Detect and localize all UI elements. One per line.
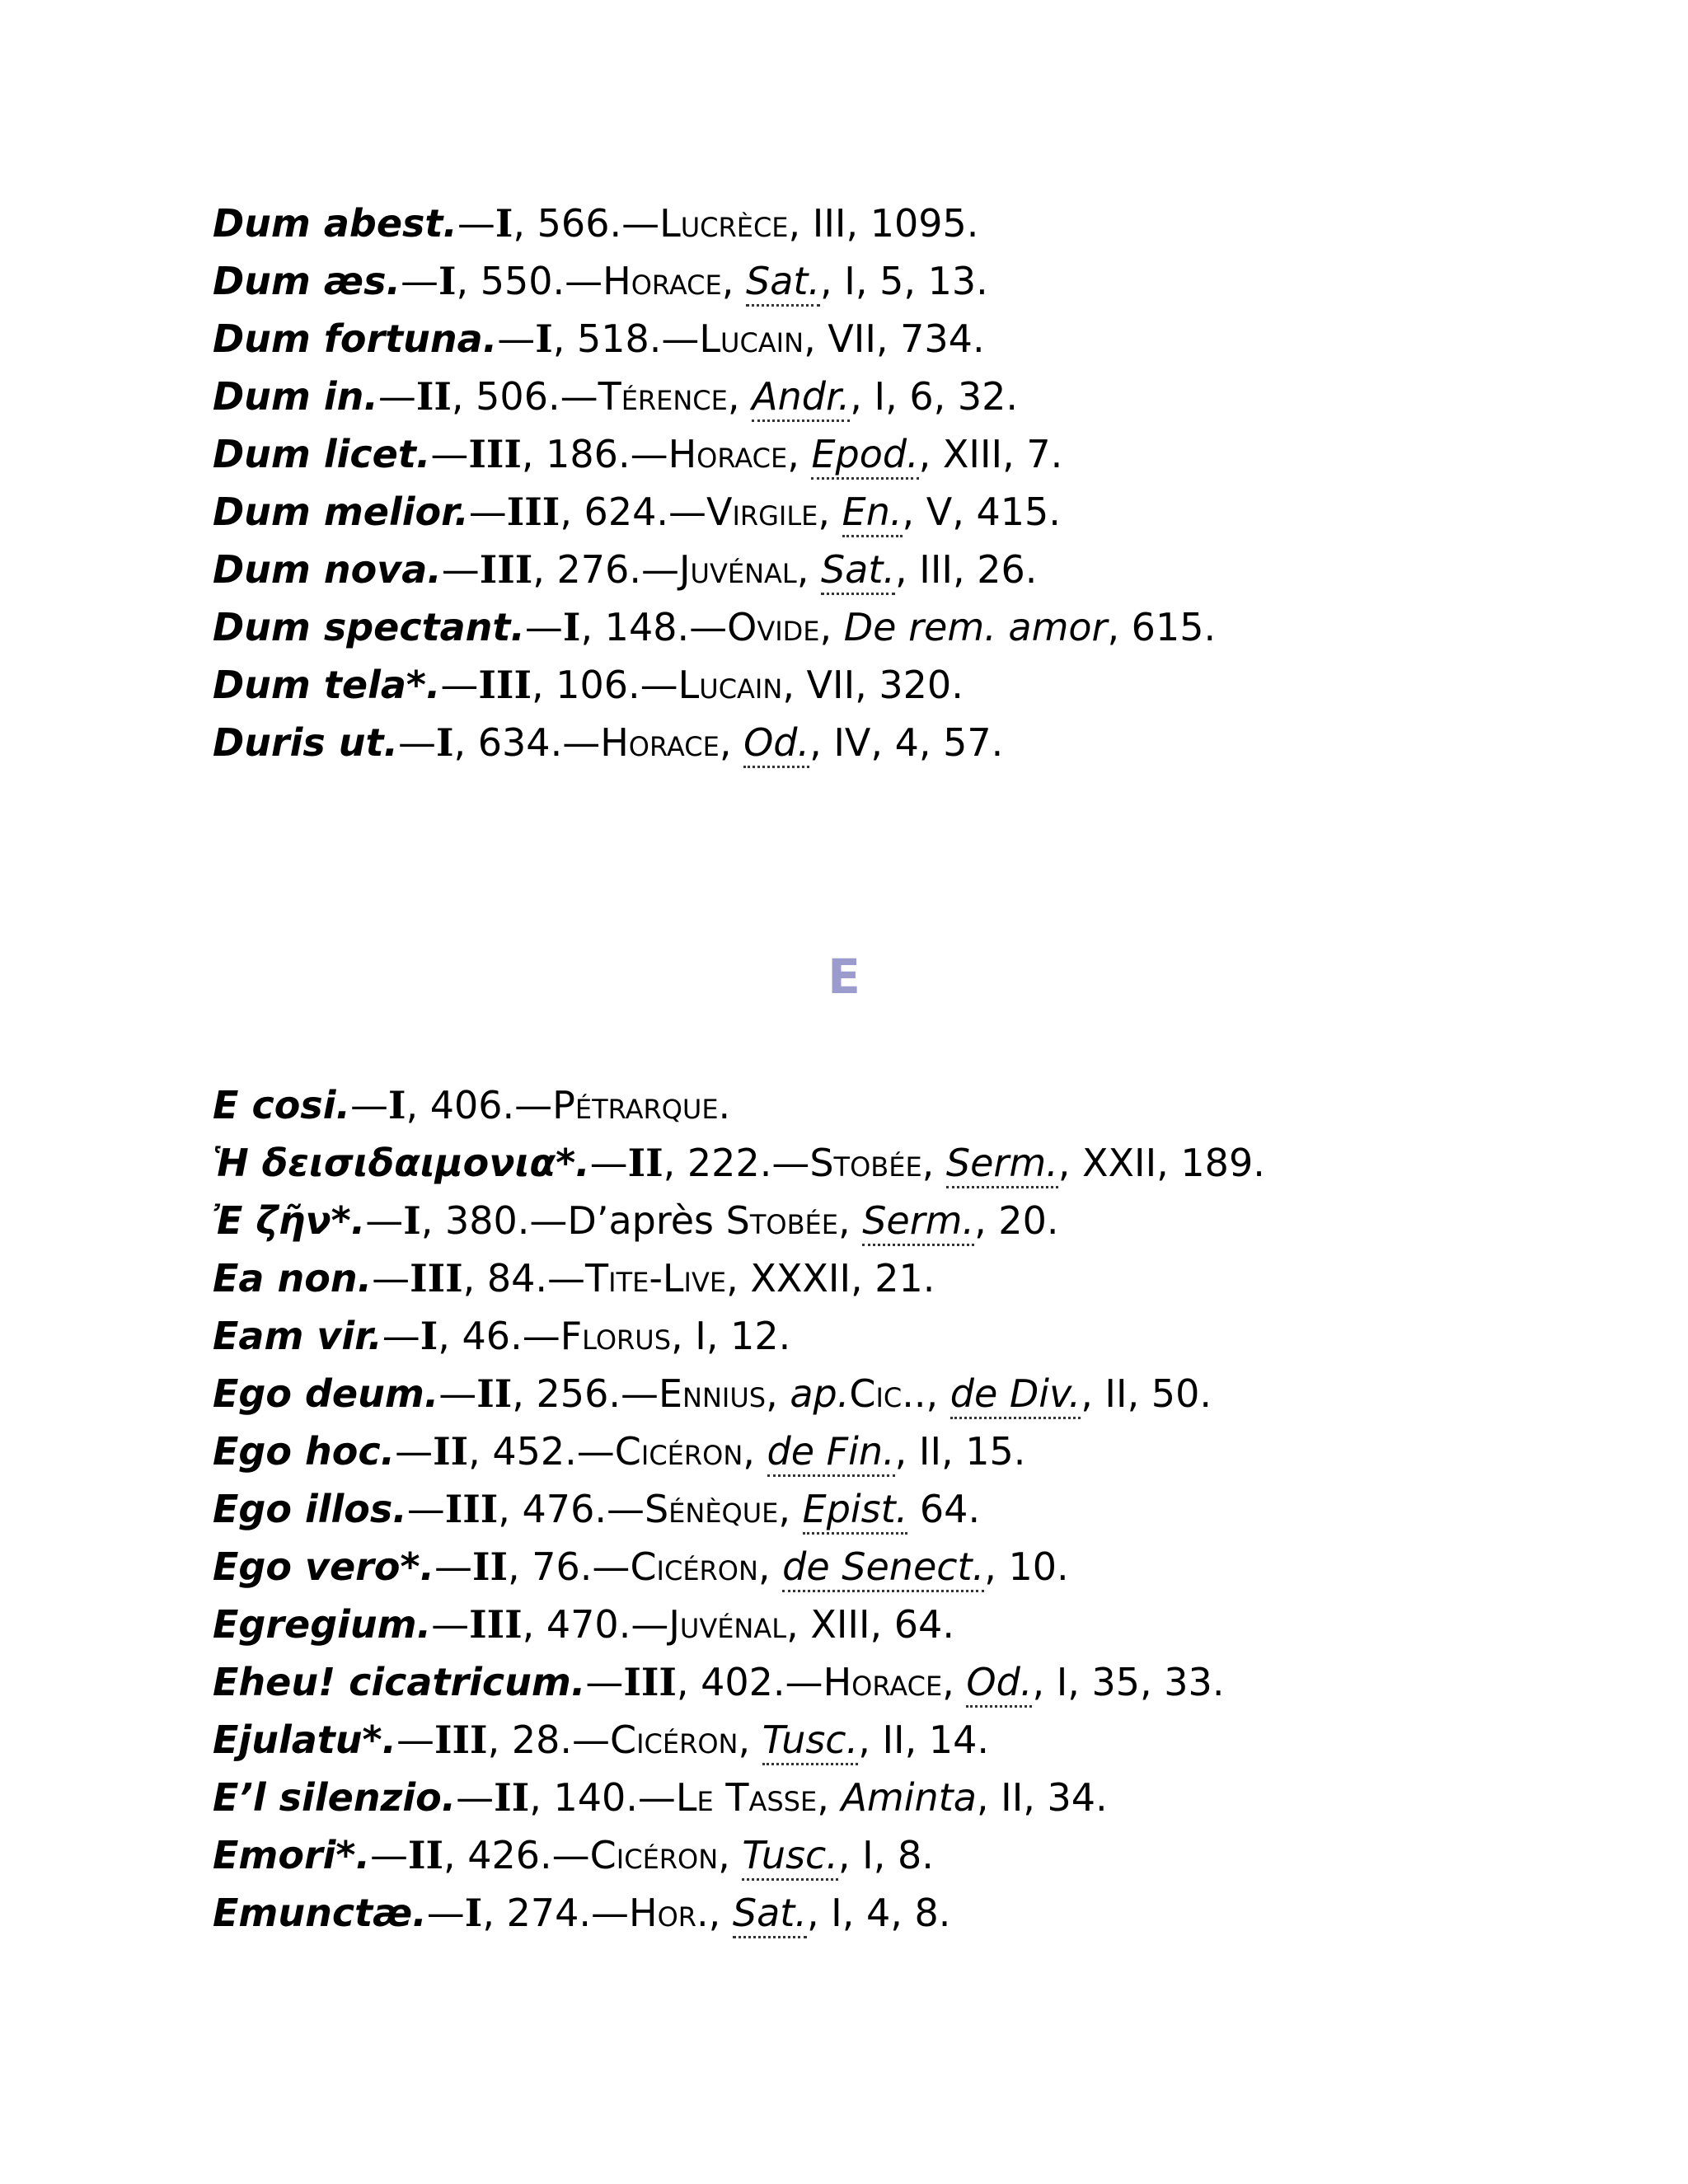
- entry-page: , 76.—: [508, 1544, 631, 1589]
- entry-ref: , XIII, 64.: [786, 1602, 954, 1647]
- section-heading-e: E: [828, 949, 860, 1005]
- index-entry: [213, 1192, 1265, 1249]
- entry-ref-end: , I, 8.: [837, 1833, 934, 1877]
- entry-ref-end: 64.: [907, 1487, 981, 1531]
- entry-author: Stobée: [725, 1198, 838, 1243]
- index-entry: [213, 310, 1216, 368]
- entry-volume: III: [434, 1718, 488, 1762]
- entry-volume: I: [387, 1083, 406, 1127]
- entry-lemma: E cosi.: [213, 1083, 350, 1127]
- entry-author: Térence: [598, 374, 728, 419]
- index-entry: [213, 194, 1216, 252]
- entry-ref: .: [718, 1083, 731, 1127]
- entry-page: , 506.—: [451, 374, 598, 419]
- index-entry: [213, 1422, 1265, 1480]
- index-entry: [213, 252, 1216, 310]
- entry-dash: —: [457, 201, 495, 246]
- entry-ref-sep: .,: [913, 1371, 950, 1416]
- entry-dash: —: [426, 1891, 465, 1935]
- entry-volume: I: [562, 605, 581, 649]
- entry-page: , 470.—: [522, 1602, 669, 1647]
- index-entry: [213, 1653, 1265, 1711]
- index-entry: [213, 1769, 1265, 1826]
- entry-work-title: Epist.: [803, 1487, 908, 1535]
- entry-ref: ,: [921, 1141, 946, 1185]
- entry-author: Juvénal: [678, 547, 797, 592]
- index-entry: [213, 1596, 1265, 1653]
- entry-dash: —: [372, 1256, 410, 1301]
- entry-volume: II: [415, 374, 452, 419]
- entry-work-title: Sat.: [733, 1891, 807, 1938]
- entry-page: , 476.—: [498, 1487, 645, 1531]
- entry-ref-end: , I, 6, 32.: [850, 374, 1018, 419]
- entry-page: , 148.—: [580, 605, 728, 649]
- entry-volume: III: [478, 663, 532, 707]
- index-entry: [213, 1480, 1265, 1538]
- index-entry: [213, 714, 1216, 771]
- entry-ref-end: , XXII, 189.: [1057, 1141, 1265, 1185]
- entry-lemma: Emori*.: [213, 1833, 370, 1877]
- entry-lemma: Eam vir.: [213, 1314, 382, 1358]
- index-entry: [213, 1826, 1265, 1884]
- entry-volume: III: [623, 1660, 677, 1704]
- entry-dash: —: [430, 432, 469, 476]
- entry-work-title: ap.: [790, 1371, 850, 1416]
- entry-ref: ,: [796, 547, 821, 592]
- index-entry: [213, 598, 1216, 656]
- entry-lemma: Ἡ δεισιδαιμονια*.: [213, 1141, 590, 1185]
- entry-dash: —: [369, 1833, 408, 1877]
- entry-volume: III: [410, 1256, 463, 1301]
- entry-page: , 566.—: [513, 201, 660, 246]
- entry-page: , 256.—: [512, 1371, 659, 1416]
- entry-work-title: Serm.: [862, 1198, 974, 1246]
- entry-page: , 28.—: [487, 1718, 610, 1762]
- entry-dash: —: [468, 490, 507, 534]
- entry-author: Tite-Live: [585, 1256, 727, 1301]
- entry-author: Ennius: [658, 1371, 767, 1416]
- entry-author: Horace: [603, 259, 722, 303]
- entry-ref: ,: [708, 1891, 733, 1935]
- entry-lemma: Ego deum.: [213, 1371, 439, 1416]
- entry-dash: —: [398, 720, 436, 765]
- entry-author: Virgile: [706, 490, 818, 534]
- entry-page: , 380.—D’après: [420, 1198, 726, 1243]
- index-entry: [213, 1307, 1265, 1365]
- entry-page: , 46.—: [438, 1314, 560, 1358]
- entry-ref-end: , II, 15.: [894, 1429, 1026, 1474]
- entry-ref: ,: [818, 490, 842, 534]
- entry-page: , 452.—: [468, 1429, 615, 1474]
- entry-author: Hor.: [629, 1891, 709, 1935]
- index-entry: [213, 1884, 1265, 1942]
- entry-dash: —: [395, 1429, 434, 1474]
- entry-volume: I: [436, 720, 454, 765]
- entry-author: Florus: [560, 1314, 672, 1358]
- entry-author: Cicéron: [614, 1429, 743, 1474]
- entry-ref-end: , V, 415.: [902, 490, 1061, 534]
- entry-ref-end: , II, 14.: [858, 1718, 990, 1762]
- entry-dash: —: [589, 1141, 628, 1185]
- entry-volume: I: [535, 316, 553, 361]
- entry-author: Horace: [600, 720, 720, 765]
- entry-page: , 406.—: [406, 1083, 553, 1127]
- entry-volume: III: [479, 547, 533, 592]
- entry-ref: ,: [738, 1718, 762, 1762]
- index-entry: [213, 1134, 1265, 1192]
- entry-dash: —: [382, 1314, 420, 1358]
- entry-volume: I: [495, 201, 513, 246]
- entry-lemma: Duris ut.: [213, 720, 398, 765]
- entry-work-title: de Senect.: [782, 1544, 984, 1592]
- entry-dash: —: [431, 1602, 470, 1647]
- entry-dash: —: [406, 1487, 445, 1531]
- entry-page: , 222.—: [663, 1141, 810, 1185]
- entry-page: , 624.—: [560, 490, 706, 534]
- entry-dash: —: [434, 1544, 472, 1589]
- index-entry: [213, 1365, 1265, 1422]
- entry-page: , 276.—: [532, 547, 679, 592]
- entry-lemma: Dum in.: [213, 374, 378, 419]
- entry-ref-end: , I, 4, 8.: [806, 1891, 951, 1935]
- entry-lemma: Dum nova.: [213, 547, 442, 592]
- entry-ref: , I, 12.: [671, 1314, 791, 1358]
- entry-ref: ,: [819, 605, 844, 649]
- entry-lemma: Dum abest.: [213, 201, 457, 246]
- entry-ref: ,: [837, 1198, 863, 1243]
- entry-work-title: Tusc.: [762, 1718, 859, 1765]
- entry-dash: —: [497, 316, 536, 361]
- entry-volume: III: [506, 490, 560, 534]
- entry-ref: , XXXII, 21.: [726, 1256, 935, 1301]
- entry-work-title-2: de Div.: [950, 1371, 1081, 1419]
- entry-lemma: Dum licet.: [213, 432, 431, 476]
- entry-author: Pétrarque: [552, 1083, 719, 1127]
- entry-ref: ,: [942, 1660, 967, 1704]
- entry-ref: , VII, 320.: [782, 663, 964, 707]
- entry-volume: II: [494, 1775, 530, 1820]
- entry-lemma: Dum melior.: [213, 490, 469, 534]
- index-entry: [213, 483, 1216, 541]
- index-list-d: [213, 194, 1216, 771]
- entry-lemma: Dum æs.: [213, 259, 401, 303]
- entry-page: , 140.—: [529, 1775, 676, 1820]
- index-entry: [213, 1249, 1265, 1307]
- entry-lemma: Ἐ ζῆν*.: [213, 1198, 366, 1243]
- entry-dash: —: [377, 374, 416, 419]
- entry-ref-end: , II, 34.: [976, 1775, 1108, 1820]
- entry-ref-end: , 20.: [974, 1198, 1059, 1243]
- entry-work-title: Od.: [966, 1660, 1032, 1708]
- entry-lemma: Dum spectant.: [213, 605, 525, 649]
- index-entry: [213, 368, 1216, 425]
- index-list-e: [213, 1076, 1265, 1942]
- entry-author: Stobée: [809, 1141, 922, 1185]
- entry-ref: ,: [743, 1429, 767, 1474]
- entry-page: , 634.—: [453, 720, 601, 765]
- entry-author: Cicéron: [609, 1718, 738, 1762]
- entry-page: , 402.—: [676, 1660, 823, 1704]
- entry-page: , 106.—: [531, 663, 678, 707]
- entry-ref-end: , II, 50.: [1081, 1371, 1212, 1416]
- entry-ref: ,: [778, 1487, 803, 1531]
- entry-work-title: de Fin.: [767, 1429, 895, 1477]
- index-entry: [213, 1076, 1265, 1134]
- entry-author: Lucain: [699, 316, 804, 361]
- entry-lemma: E’l silenzio.: [213, 1775, 457, 1820]
- entry-lemma: Emunctæ.: [213, 1891, 427, 1935]
- entry-author: Lucrèce: [659, 201, 789, 246]
- entry-author: Sénèque: [644, 1487, 779, 1531]
- entry-ref-end: , 615.: [1107, 605, 1217, 649]
- entry-ref: , VII, 734.: [804, 316, 985, 361]
- entry-dash: —: [440, 663, 479, 707]
- entry-page: , 84.—: [462, 1256, 586, 1301]
- entry-ref-end: , 10.: [984, 1544, 1069, 1589]
- entry-work-title: De rem. amor: [843, 605, 1108, 649]
- entry-dash: —: [396, 1718, 435, 1762]
- entry-volume: II: [476, 1371, 513, 1416]
- entry-ref: ,: [719, 720, 744, 765]
- entry-dash: —: [438, 1371, 477, 1416]
- index-entry: [213, 425, 1216, 483]
- entry-ref: ,: [817, 1775, 842, 1820]
- entry-lemma: Ea non.: [213, 1256, 373, 1301]
- entry-ref: ,: [766, 1371, 790, 1416]
- entry-volume: III: [469, 1602, 523, 1647]
- entry-dash: —: [524, 605, 563, 649]
- entry-dash: —: [349, 1083, 388, 1127]
- entry-work-title: Aminta: [841, 1775, 977, 1820]
- entry-ref: ,: [787, 432, 812, 476]
- entry-lemma: Egregium.: [213, 1602, 432, 1647]
- entry-lemma: Eheu! cicatricum.: [213, 1660, 586, 1704]
- entry-ref-end: , III, 26.: [895, 547, 1038, 592]
- entry-volume: II: [627, 1141, 663, 1185]
- entry-ref: ,: [757, 1544, 783, 1589]
- entry-page: , 426.—: [443, 1833, 590, 1877]
- entry-author: Juvénal: [668, 1602, 787, 1647]
- entry-volume: I: [403, 1198, 421, 1243]
- entry-volume: III: [444, 1487, 499, 1531]
- entry-dash: —: [441, 547, 480, 592]
- entry-volume: II: [407, 1833, 443, 1877]
- entry-dash: —: [400, 259, 438, 303]
- entry-author: Horace: [823, 1660, 943, 1704]
- entry-author-2: Cic.: [849, 1371, 914, 1416]
- entry-lemma: Dum fortuna.: [213, 316, 498, 361]
- entry-volume: II: [433, 1429, 469, 1474]
- entry-dash: —: [365, 1198, 404, 1243]
- entry-page: , 274.—: [482, 1891, 629, 1935]
- index-entry: [213, 1538, 1265, 1596]
- entry-work-title: Tusc.: [742, 1833, 838, 1881]
- entry-volume: I: [438, 259, 457, 303]
- entry-page: , 550.—: [456, 259, 603, 303]
- entry-author: Cicéron: [630, 1544, 758, 1589]
- entry-author: Ovide: [727, 605, 820, 649]
- entry-author: Lucain: [678, 663, 783, 707]
- entry-work-title: Sat.: [746, 259, 820, 307]
- entry-ref-end: , XIII, 7.: [918, 432, 1063, 476]
- entry-page: , 186.—: [521, 432, 668, 476]
- entry-ref: ,: [721, 259, 746, 303]
- entry-lemma: Ego vero*.: [213, 1544, 434, 1589]
- entry-work-title: Serm.: [946, 1141, 1058, 1188]
- entry-author: Horace: [668, 432, 788, 476]
- entry-ref-end: , IV, 4, 57.: [809, 720, 1004, 765]
- entry-dash: —: [585, 1660, 624, 1704]
- index-entry: [213, 656, 1216, 714]
- entry-lemma: Dum tela*.: [213, 663, 441, 707]
- entry-ref-end: , I, 5, 13.: [820, 259, 988, 303]
- entry-volume: II: [471, 1544, 509, 1589]
- entry-lemma: Ego illos.: [213, 1487, 407, 1531]
- entry-dash: —: [456, 1775, 495, 1820]
- entry-work-title: Sat.: [821, 547, 895, 595]
- entry-work-title: Epod.: [811, 432, 918, 480]
- entry-lemma: Ejulatu*.: [213, 1718, 397, 1762]
- entry-volume: I: [464, 1891, 483, 1935]
- entry-ref: ,: [718, 1833, 743, 1877]
- index-entry: [213, 1711, 1265, 1769]
- entry-volume: III: [468, 432, 522, 476]
- entry-volume: I: [420, 1314, 438, 1358]
- entry-ref: ,: [727, 374, 753, 419]
- entry-work-title: En.: [842, 490, 903, 537]
- index-entry: [213, 541, 1216, 598]
- entry-author: Le Tasse: [675, 1775, 818, 1820]
- entry-ref-end: , I, 35, 33.: [1032, 1660, 1225, 1704]
- entry-lemma: Ego hoc.: [213, 1429, 396, 1474]
- entry-page: , 518.—: [552, 316, 700, 361]
- entry-work-title: Od.: [743, 720, 809, 768]
- entry-work-title: Andr.: [752, 374, 850, 422]
- entry-author: Cicéron: [589, 1833, 719, 1877]
- entry-ref: , III, 1095.: [788, 201, 979, 246]
